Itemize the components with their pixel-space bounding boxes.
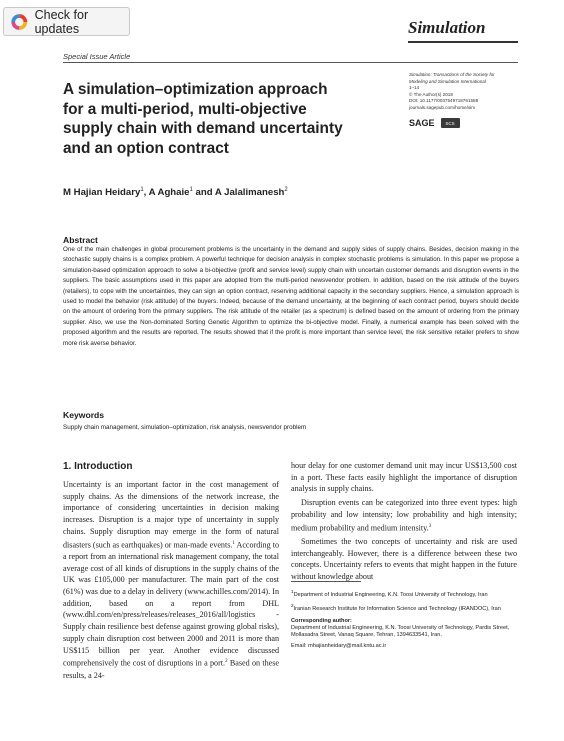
keywords-text: Supply chain management, simulation–optimization, risk analysis, newsvendor problem bbox=[63, 424, 307, 431]
corresponding-author-heading: Corresponding author: bbox=[291, 617, 352, 624]
header-rule bbox=[63, 62, 518, 63]
intro-left-column bbox=[63, 479, 279, 681]
affiliation-mark: 2 bbox=[291, 603, 294, 609]
affiliation-text: Iranian Research Institute for Information Science and Technology (IRANDOC), Iran bbox=[293, 606, 501, 613]
sage-logo: SAGE bbox=[409, 118, 435, 128]
author-name: A Aghaie bbox=[148, 187, 190, 199]
body-paragraph: hour delay for one customer demand unit may incur US$13,500 cost in a port. These facts easily highlight the importance of disruption analysis in supply chains. bbox=[291, 461, 517, 494]
footnote-mark: 2 bbox=[225, 659, 228, 665]
author-name: M Hajian Heidary bbox=[63, 187, 141, 199]
journal-info-line: Modeling and Simulation International bbox=[409, 78, 486, 84]
author-list: M Hajian Heidary$^1$, A Aghaie$^1$ and A Jalalimanesh$^2$ bbox=[63, 187, 288, 199]
journal-info-line: 1–14 bbox=[409, 85, 420, 91]
journal-info-line: journals.sagepub.com/home/sim bbox=[409, 104, 476, 110]
affiliation-note bbox=[291, 588, 515, 599]
article-title bbox=[63, 80, 383, 158]
footnote-mark: 3 bbox=[428, 523, 432, 529]
title-line: A simulation–optimization approach bbox=[63, 81, 328, 98]
check-for-updates-icon bbox=[10, 12, 29, 32]
footnote-rule bbox=[291, 581, 361, 582]
title-line: supply chain with demand uncertainty bbox=[63, 120, 343, 137]
body-text: Based on these results, a 24- bbox=[63, 658, 279, 680]
title-line: and an option contract bbox=[63, 139, 229, 157]
publisher-logos bbox=[409, 118, 460, 128]
footnote-mark: 1 bbox=[232, 540, 235, 546]
body-text: Uncertainty is an important factor in the cost management of supply chains. As the dimensions of the network increase, the importance of considering uncertainties in decision making increases. Disruption is a major type of uncertainty in supply chains. Supply disruption may emerge in the form of natural disasters (such as earthquakes) or man-made events. bbox=[63, 480, 279, 550]
affiliation-mark: 1 bbox=[291, 589, 294, 594]
body-text: According to a report from an international risk management company, the total average cost of all kinds of disruptions in the supply chains of the UK was £105,000 per manufacturer. The main part of the cost (61%) was due to a delay in delivery (www.achilles.com/2014). In addition, based on a report from DHL (www.dhl.com/en/press/releases/releases_2016/all/logistics - Supply chain resilience best defense against growing global risks), supply chain disruption cost between 2000 and 2011 is more than US$115 billion per year. Another evidence discussed comprehensively the cost of disruptions in a port. bbox=[63, 540, 279, 668]
affiliation-note bbox=[291, 602, 515, 613]
section-heading: 1. Introduction bbox=[63, 461, 133, 472]
check-for-updates-button[interactable] bbox=[3, 7, 130, 36]
author-affiliation-mark: 1 bbox=[189, 187, 193, 193]
keywords-heading: Keywords bbox=[63, 410, 105, 420]
intro-right-column bbox=[291, 460, 517, 583]
scs-badge: SCS bbox=[441, 118, 460, 128]
author-name: A Jalalimanesh bbox=[214, 187, 285, 199]
abstract-text: One of the main challenges in global procurement problems is the uncertainty in the demand and supply sides of supply chains. Besides, decision making in the stochastic supply chains is a complex problem. A powerful technique for decision analysis in complex stochastic problems is simulation. In this paper we propose a simulation-based optimization approach to solve a bi-objective (profit and service level) supply chain with uncertain customer demands and disruption events in the suppliers. The basic assumptions used in this paper are adopted from the multi-period newsvendor problem. In addition, based on the risk attitude of the buyers (retailers), to cope with the uncertainties, they can sign an option contract, reserving additional capacity in the secondary suppliers. Hence, a simulation approach is used to model the behavior (risk attitude) of the buyers. Indeed, because of the demand uncertainty, at the beginning of each contract period, buyers should decide on the amount of ordering from the primary suppliers. The risk attitude of the retailer (as a spectrum) is defined based on the amount of ordering from the primary supplier. Also, we use the Non-dominated Sorting Genetic Algorithm to optimize the bi-objective model. Finally, a numerical example has been solved with the proposed algorithm and the results are reported. The results showed that if the profit is more important than service level, the risk sensitive retailer prefers to show more risk averse behavior. bbox=[63, 246, 519, 347]
journal-info-line: Simulation: Transactions of the Society for bbox=[409, 72, 495, 77]
body-paragraph: Sometimes the two concepts of uncertainty and risk are used interchangeably. However, there is a difference between these two concepts. Uncertainty refers to events that might happen in the future without knowledge about bbox=[291, 536, 517, 582]
corresponding-author-address: Department of Industrial Engineering, K.N. Toosi University of Technology, Pardis Street, Mollasadra Street, Vanaq Square, Tehran, 1394633541, Iran. bbox=[291, 624, 510, 639]
journal-info-line: DOI: 10.1177/0037549718761588 bbox=[409, 98, 479, 104]
footnotes bbox=[291, 588, 515, 653]
abstract-heading: Abstract bbox=[63, 235, 98, 245]
title-line: for a multi-period, multi-objective bbox=[63, 100, 307, 118]
affiliation-text: Department of Industrial Engineering, K.N. Toosi University of Technology, Iran bbox=[293, 591, 488, 598]
author-affiliation-mark: 2 bbox=[284, 187, 288, 193]
journal-info bbox=[409, 72, 521, 112]
journal-info-line: © The Author(s) 2018 bbox=[409, 91, 453, 97]
body-text: Disruption events can be categorized into three event types: high probability and low intensity; low probability and high intensity; medium probability and medium intensity. bbox=[291, 498, 517, 533]
check-for-updates-label: Check for updates bbox=[34, 7, 89, 36]
author-affiliation-mark: 1 bbox=[140, 187, 144, 193]
journal-name: Simulation bbox=[408, 18, 486, 37]
article-type: Special Issue Article bbox=[63, 52, 131, 61]
body-paragraph bbox=[291, 497, 517, 534]
journal-rule bbox=[408, 41, 518, 43]
corresponding-author-email[interactable]: Email: mhajianheidary@mail.kntu.ac.ir bbox=[291, 642, 387, 649]
